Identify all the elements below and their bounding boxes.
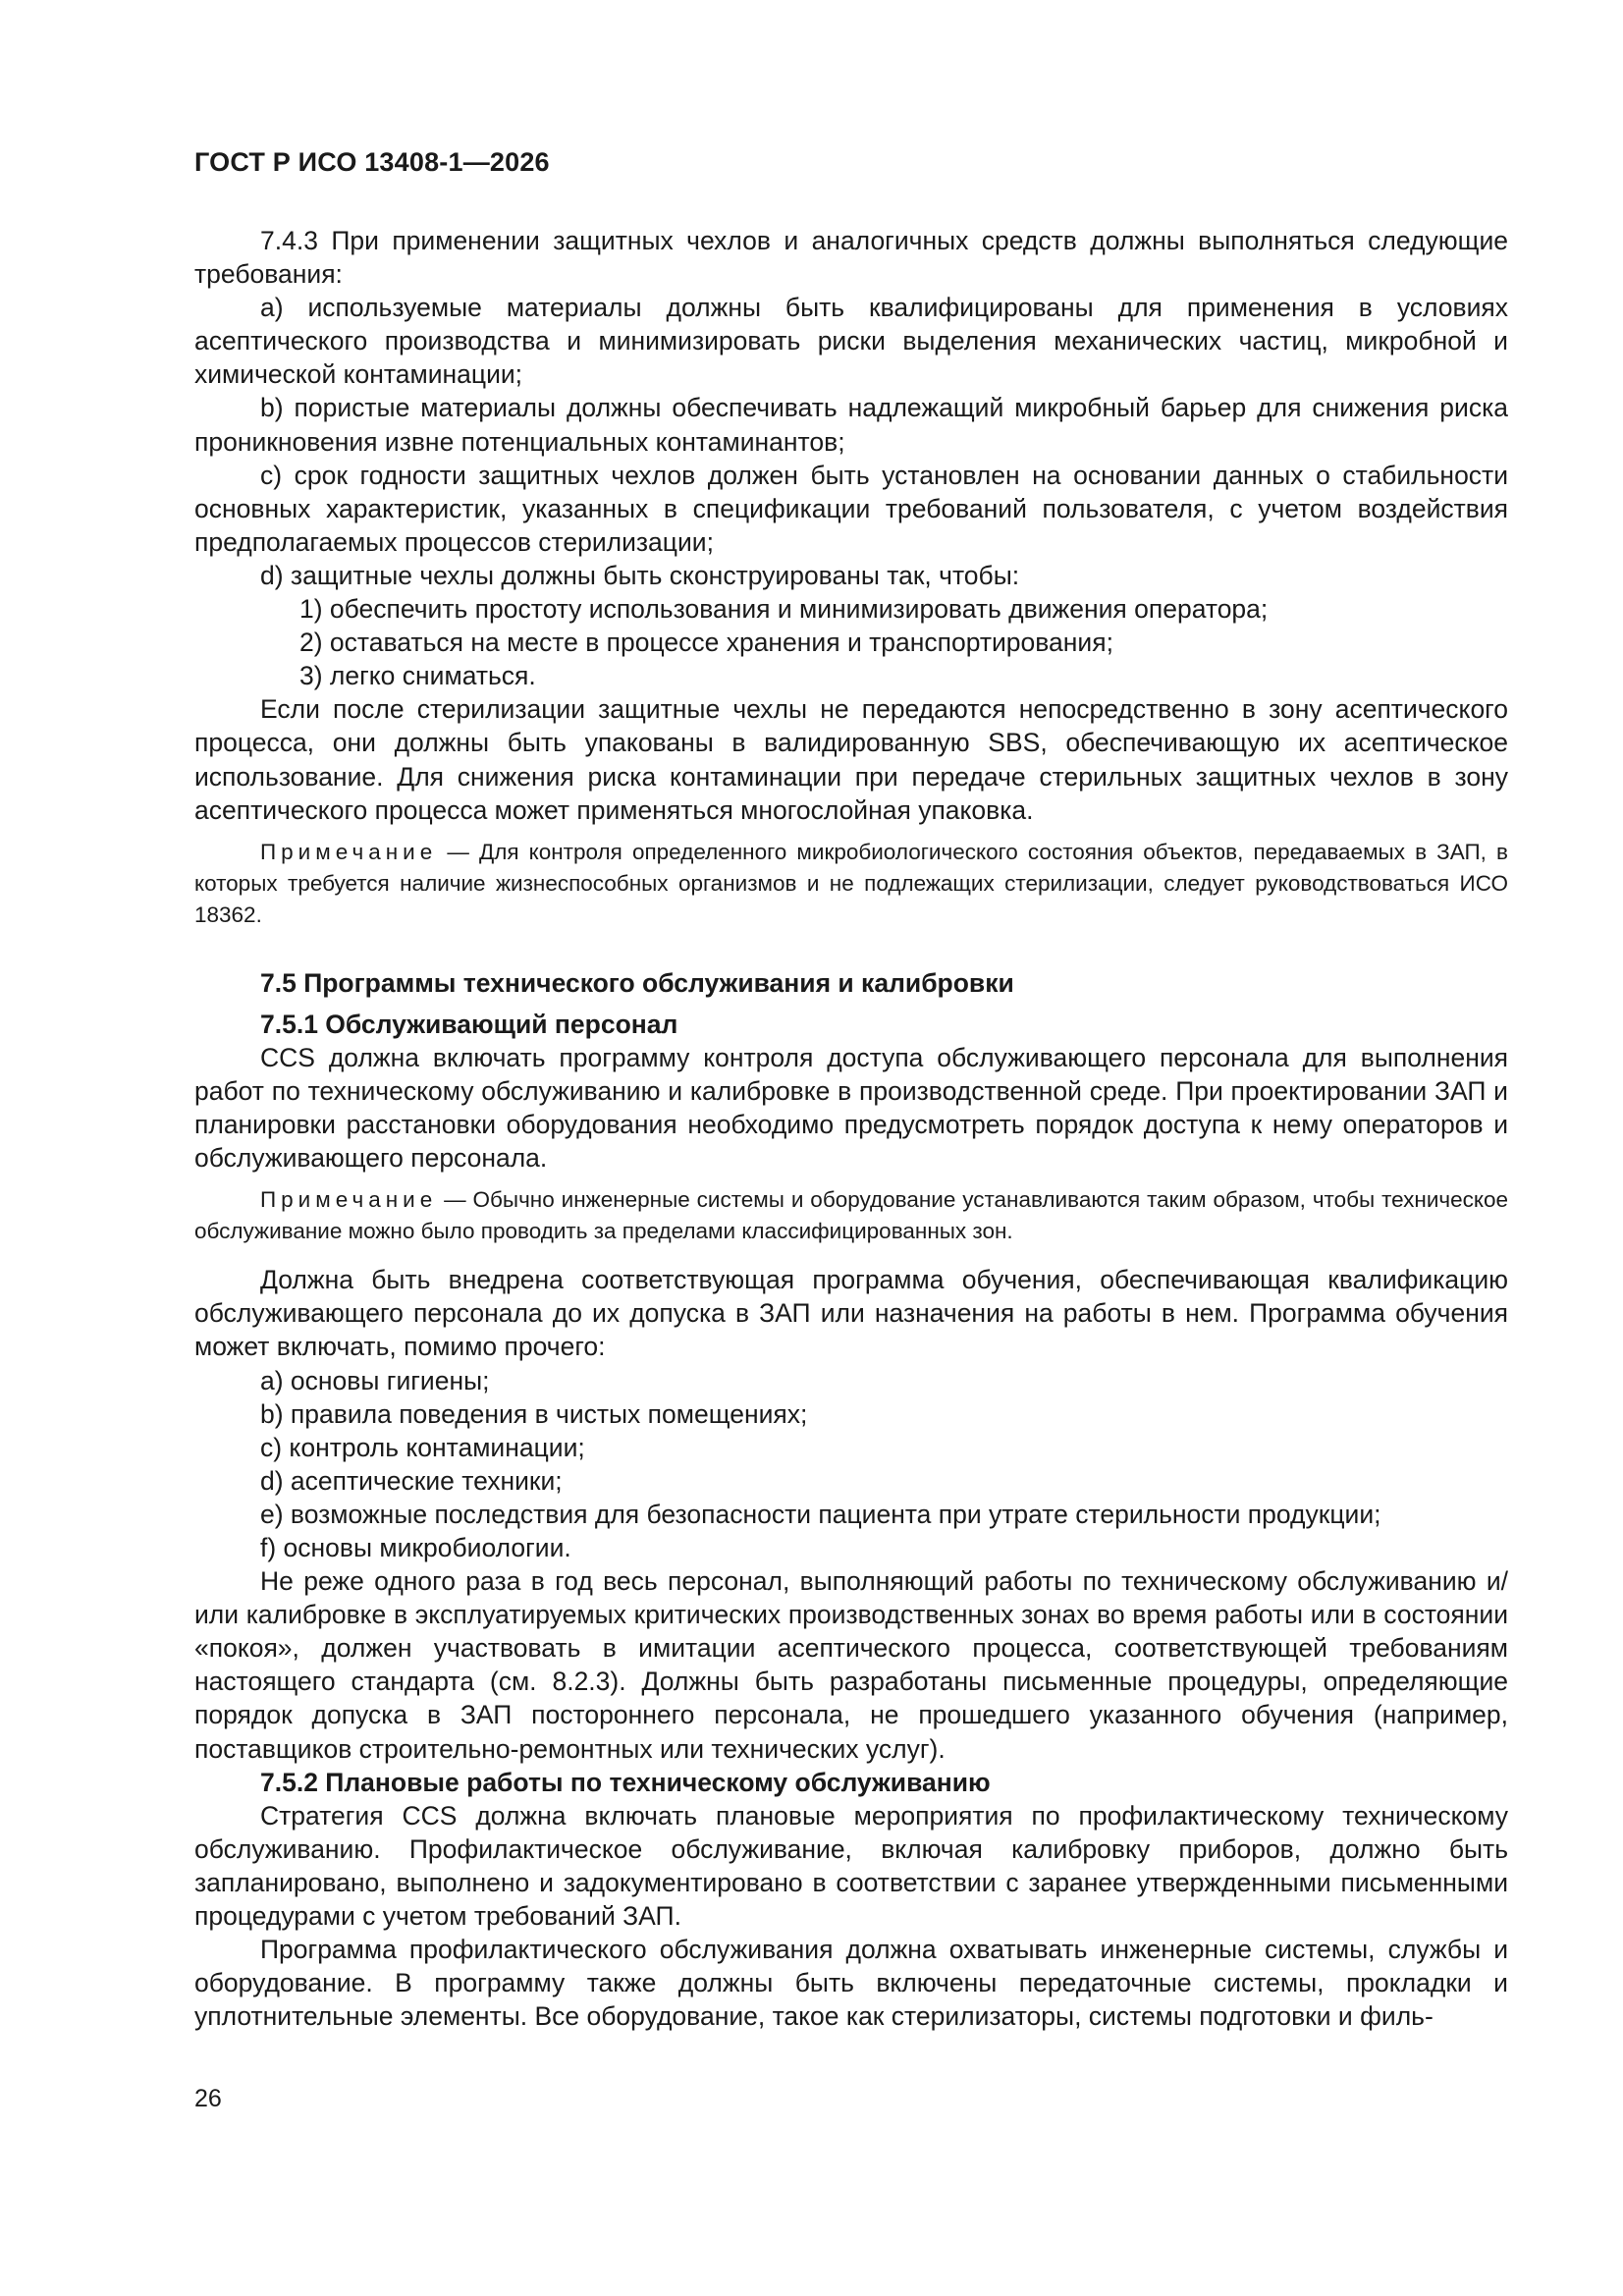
sub-item-1: 1) обеспечить простоту использования и минимизировать движения оператора; <box>299 594 1269 625</box>
list-item-b: b) пористые материалы должны обеспечивать надлежащий микробный барьер для снижения риска проникновения извне потенциальных контаминантов; <box>194 393 1508 457</box>
training-item-d: d) асептические техники; <box>260 1465 563 1496</box>
section-7-5-2-paragraph-2: Программа профилактического обслуживания должна охватывать инженерные системы, службы и оборудование. В программу также должны быть включены передаточные системы, прокладки и уплотнительные элементы. Все оборудование, такое как стерилизаторы, системы подготовки и филь- <box>194 1935 1508 2032</box>
page-content <box>194 224 1508 2033</box>
section-7-5-2-heading: 7.5.2 Плановые работы по техническому обслуживанию <box>260 1767 991 1797</box>
section-7-5-heading: 7.5 Программы технического обслуживания и калибровки <box>260 967 1014 998</box>
list-item-c: c) срок годности защитных чехлов должен быть установлен на основании данных о стабильности основных характеристик, указанных в спецификации требований пользователя, с учетом воздействия предполагаемых процессов стерилизации; <box>194 460 1508 557</box>
section-7-4-3-intro: 7.4.3 При применении защитных чехлов и аналогичных средств должны выполняться следующие требования: <box>194 226 1508 290</box>
list-item-a: a) используемые материалы должны быть квалифицированы для применения в условиях асептического производства и минимизировать риски выделения механических частиц, микробной и химической контаминации; <box>194 293 1508 390</box>
training-item-e: e) возможные последствия для безопасности пациента при утрате стерильности продукции; <box>260 1499 1381 1529</box>
note-text: — Для контроля определенного микробиологического состояния объектов, передаваемых в ЗАП, в которых требуется наличие жизнеспособных организмов и не подлежащих стерилизации, следует руководствоваться ИСО 18362. <box>194 839 1508 927</box>
document-header: ГОСТ Р ИСО 13408-1—2026 <box>194 147 550 177</box>
section-7-5-1-paragraph-2: Должна быть внедрена соответствующая программа обучения, обеспечивающая квалификацию обслуживающего персонала до их допуска в ЗАП или назначения на работы в нем. Программа обучения может включать, помимо прочего: <box>194 1265 1508 1362</box>
sub-item-2: 2) оставаться на месте в процессе хранения и транспортирования; <box>299 628 1113 658</box>
note-text: — Обычно инженерные системы и оборудование устанавливаются таким образом, чтобы техническое обслуживание можно было проводить за пределами классифицированных зон. <box>194 1187 1508 1244</box>
sub-item-3: 3) легко сниматься. <box>299 661 536 691</box>
section-7-5-1-heading: 7.5.1 Обслуживающий персонал <box>260 1009 678 1039</box>
training-item-f: f) основы микробиологии. <box>260 1533 571 1562</box>
training-item-b: b) правила поведения в чистых помещениях; <box>260 1398 808 1429</box>
section-7-5-2-paragraph-1: Стратегия CCS должна включать плановые мероприятия по профилактическому техническому обслуживанию. Профилактическое обслуживание, включая калибровку приборов, должно быть запланировано, выполнено и задокументировано в соответствии с заранее утвержденными письменными процедурами с учетом требований ЗАП. <box>194 1800 1508 1932</box>
page-number: 26 <box>194 2085 222 2112</box>
section-7-5-1-paragraph-1: CCS должна включать программу контроля доступа обслуживающего персонала для выполнения работ по техническому обслуживанию и калибровке в производственной среде. При проектировании ЗАП и планировки расстановки оборудования необходимо предусмотреть порядок доступа к нему операторов и обслуживающего персонала. <box>194 1042 1508 1174</box>
note-label: Примечание <box>260 839 438 864</box>
list-item-d: d) защитные чехлы должны быть сконструированы так, чтобы: <box>260 560 1020 590</box>
training-item-a: a) основы гигиены; <box>260 1365 490 1395</box>
section-7-4-3-after: Если после стерилизации защитные чехлы не передаются непосредственно в зону асептического процесса, они должны быть упакованы в валидированную SBS, обеспечивающую их асептическое использование. Для снижения риска контаминации при передаче стерильных защитных чехлов в зону асептического процесса может применяться многослойная упаковка. <box>194 694 1508 825</box>
training-item-c: c) контроль контаминации; <box>260 1432 585 1462</box>
note-label: Примечание <box>260 1187 438 1213</box>
section-7-5-1-paragraph-3: Не реже одного раза в год весь персонал, выполняющий работы по техническому обслуживанию и/или калибровке в эксплуатируемых критических производственных зонах во время работы или в состоянии «покоя», должен участвовать в имитации асептического процесса, соответствующей требованиям настоящего стандарта (см. 8.2.3). Должны быть разработаны письменные процедуры, определяющие порядок допуска в ЗАП постороннего персонала, не прошедшего указанного обучения (например, поставщиков строительно-ремонтных или технических услуг). <box>194 1566 1508 1764</box>
note-7-4-3 <box>194 837 1508 931</box>
note-7-5-1 <box>194 1184 1508 1247</box>
